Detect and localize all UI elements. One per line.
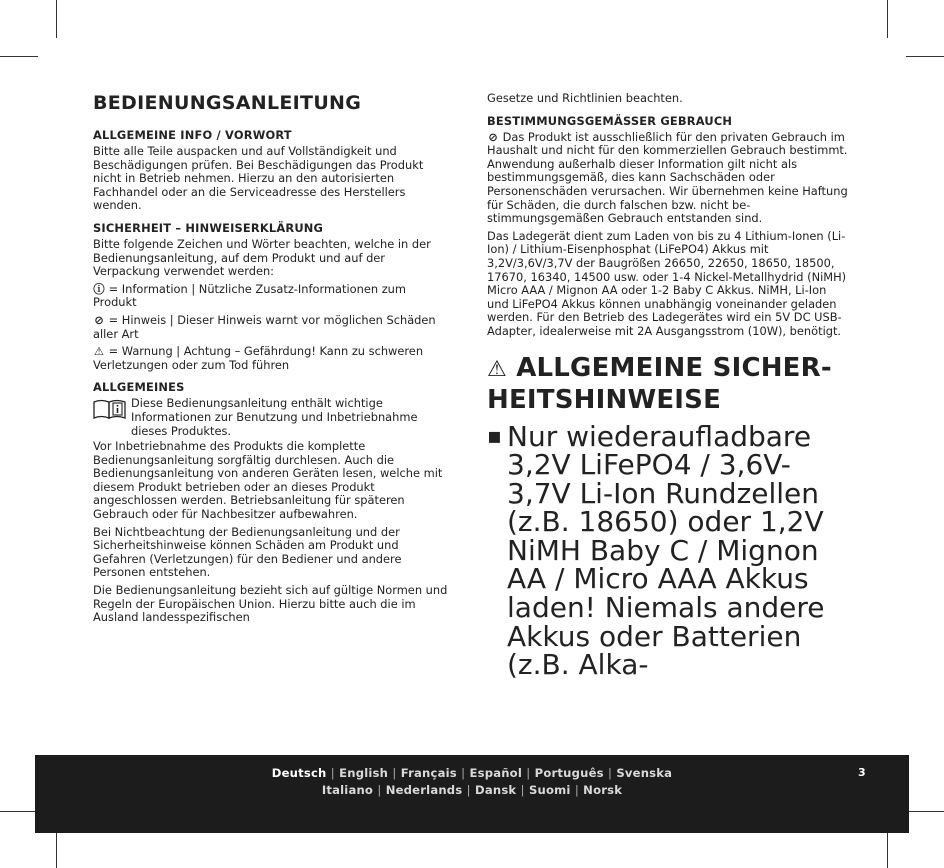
safety-warnings-title: ALLGEMEINE SICHERHEITSHINWEISE — [487, 352, 832, 415]
general-paragraph-1: Vor Inbetriebnahme des Produkts die komplette Bedienungsanleitung sorgfältig durchlesen. Auch die Bedienungsanleitung von anderen Geräten lesen, welche mit diesem Produkt betrieben oder an dieses Produkt angeschlossen werden. Betriebsanleitung für späteren Gebrauch oder für Nachbesitzer aufbewahren. — [93, 439, 443, 522]
language-row-1 — [35, 765, 909, 782]
separator: | — [330, 766, 335, 780]
safety-warning-item — [487, 419, 849, 682]
language-link-dansk[interactable]: Dansk — [475, 783, 517, 797]
info-legend — [93, 283, 453, 310]
hint-legend — [93, 314, 453, 341]
language-link-espanol[interactable]: Español — [469, 766, 523, 780]
language-link-nederlands[interactable]: Nederlands — [385, 783, 463, 797]
hint-icon: ⊘ — [94, 312, 104, 327]
separator: | — [526, 766, 531, 780]
hint-legend-text: = Hinweis | Dieser Hinweis warnt vor möglichen Schäden aller Art — [93, 312, 436, 341]
language-list — [35, 765, 909, 799]
separator: | — [520, 783, 525, 797]
crop-mark — [56, 0, 57, 38]
language-row-2 — [35, 782, 909, 799]
manual-notice — [93, 397, 453, 438]
separator: | — [461, 766, 466, 780]
intended-use-paragraph-1 — [487, 131, 849, 226]
general-info-text: Bitte alle Teile auspacken und auf Vollständigkeit und Beschädigungen prüfen. Bei Beschädigungen das Produkt nicht in Betrieb nehmen. Hierzu an den autorisierten Fachhandel oder an die Serviceadresse des Herstellers wenden. — [93, 144, 424, 213]
manual-notice-text: Diese Bedienungsanleitung enthält wichtige Informationen zur Benutzung und Inbetriebnahme dieses Produktes. — [131, 396, 418, 438]
section-heading-general-info: ALLGEMEINE INFO / VORWORT — [93, 128, 292, 142]
bullet-icon: ▪ — [487, 423, 502, 449]
intended-use-text: Das Produkt ist ausschließlich für den privaten Gebrauch im Haushalt und nicht für den kommerziellen Gebrauch bestimmt. Anwendung außerhalb dieser Information gilt nicht als bestimmungsgemäß, dies kann Sachschäden oder Personenschäden verursachen. Wir übernehmen keine Haftung für Schäden, die durch falschen bzw. nicht bestimmungsgemäßen Gebrauch entstanden sind. — [487, 129, 848, 226]
section-heading-general: ALLGEMEINES — [93, 380, 185, 395]
warning-icon: ⚠ — [487, 356, 507, 382]
separator: | — [574, 783, 579, 797]
info-legend-text: = Information | Nützliche Zusatz-Informationen zum Produkt — [93, 281, 406, 310]
language-link-portugues[interactable]: Português — [534, 766, 604, 780]
language-link-italiano[interactable]: Italiano — [321, 783, 374, 797]
language-link-english[interactable]: English — [339, 766, 389, 780]
continuation-text: Gesetze und Richtlinien beachten. — [487, 91, 683, 105]
separator: | — [466, 783, 471, 797]
warning-icon: ⚠ — [93, 344, 105, 359]
safety-intro-text: Bitte folgende Zeichen und Wörter beachten, welche in der Bedienungsanleitung, auf dem Produkt und auf der Verpackung verwendet werden: — [93, 236, 431, 279]
hint-icon: ⊘ — [488, 129, 498, 144]
general-paragraph-2: Bei Nichtbeachtung der Bedienungsanleitung und der Sicherheitshinweise können Schäden am Produkt und Gefahren (Verletzungen) für den Bediener und andere Personen entstehen. — [93, 524, 402, 580]
crop-mark — [56, 830, 57, 868]
safety-warnings-heading — [487, 353, 849, 415]
general-paragraph-3: Die Bedienungsanleitung bezieht sich auf gültige Normen und Regeln der Europäischen Union. Hierzu bitte auch die im Ausland landesspezifischen — [93, 583, 448, 625]
info-icon: ⓘ — [93, 281, 105, 296]
language-link-norsk[interactable]: Norsk — [583, 783, 623, 797]
separator: | — [392, 766, 397, 780]
crop-mark — [906, 56, 944, 57]
section-heading-safety: SICHERHEIT – HINWEISERKLÄRUNG — [93, 220, 324, 235]
crop-mark — [0, 811, 38, 812]
section-heading-intended-use: BESTIMMUNGSGEMÄSSER GEBRAUCH — [487, 113, 733, 128]
right-column — [487, 92, 849, 680]
manual-book-icon — [93, 399, 126, 419]
warning-legend — [93, 345, 453, 372]
page-number: 3 — [858, 766, 866, 779]
language-footer — [35, 755, 909, 833]
language-link-deutsch[interactable]: Deutsch — [271, 766, 327, 780]
page-title: BEDIENUNGSANLEITUNG — [93, 92, 362, 114]
language-link-francais[interactable]: Français — [400, 766, 457, 780]
crop-mark — [887, 830, 888, 868]
separator: | — [377, 783, 382, 797]
warning-legend-text: = Warnung | Achtung – Gefährdung! Kann zu schweren Verletzungen oder zum Tod führen — [93, 344, 424, 372]
crop-mark — [906, 811, 944, 812]
safety-warning-text: Nur wiederaufladbare 3,2V LiFePO4 / 3,6V-3,7V Li-Ion Rundzellen (z.B. 18650) oder 1,2V NiMH Baby C / Mignon AA / Micro AAA Akkus laden! Niemals andere Akkus oder Batterien (z.B. Alka- — [507, 419, 825, 682]
intended-use-paragraph-2: Das Ladegerät dient zum Laden von bis zu 4 Lithium-Ionen (Li-Ion) / Lithium-Eisenphosphat (LiFePO4) Akkus mit 3,2V/3,6V/3,7V der Baugrößen 26650, 22650, 18650, 18500, 17670, 16340, 14500 usw. oder 1-4 Nickel-Metallhydrid (NiMH) Micro AAA / Mignon AA oder 1-2 Baby C Akkus. NiMH, Li-Ion und LiFePO4 Akkus können unabhängig voneinander geladen werden. Für den Betrieb des Ladegerätes wird ein 5V DC USB-Adapter, idealerweise mit 2A Ausgangsstrom (10W), benötigt. — [487, 228, 847, 338]
crop-mark — [887, 0, 888, 38]
language-link-svenska[interactable]: Svenska — [616, 766, 673, 780]
left-column — [93, 92, 453, 629]
separator: | — [607, 766, 613, 780]
language-link-suomi[interactable]: Suomi — [528, 783, 571, 797]
crop-mark — [0, 56, 38, 57]
